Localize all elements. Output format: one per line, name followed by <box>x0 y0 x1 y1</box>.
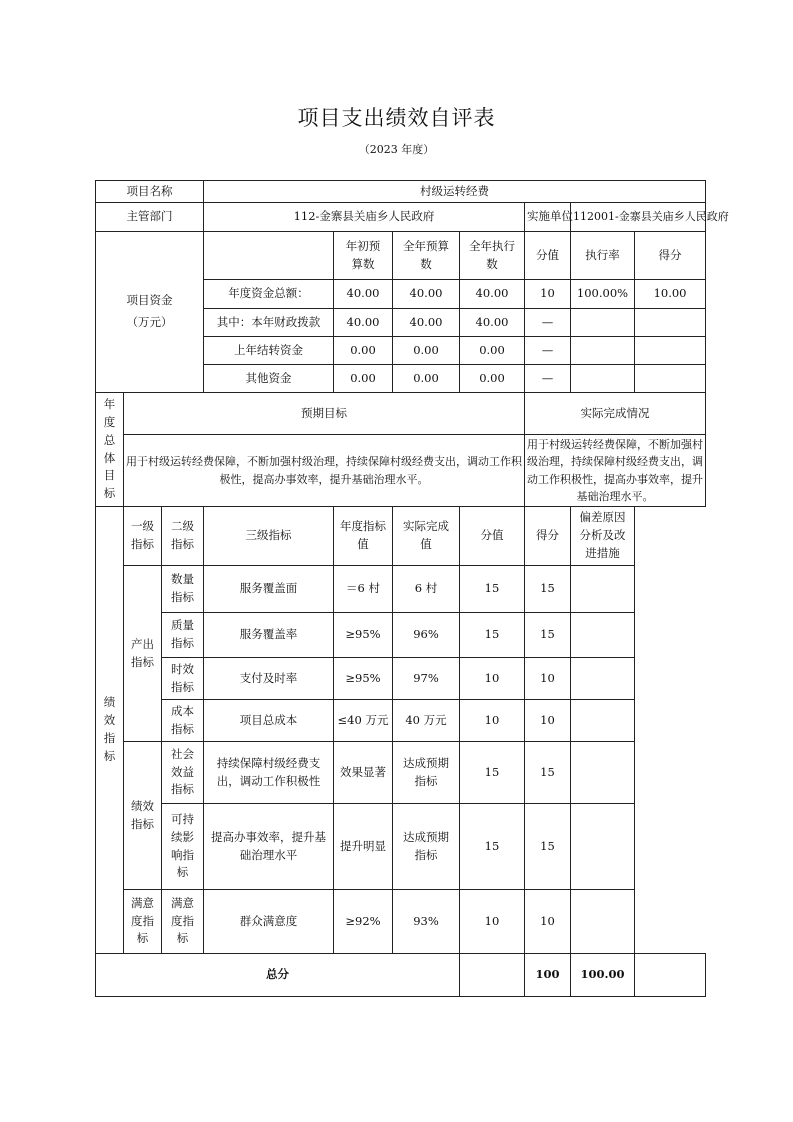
header-actual: 实际完成 值 <box>393 507 460 566</box>
header-deviation: 偏差原因 分析及改 进措施 <box>571 507 635 566</box>
total-value <box>460 954 525 997</box>
header-level1: 一级 指标 <box>124 507 162 566</box>
indicators-label <box>96 507 124 954</box>
indicator-level3: 提高办事效率，提升基础治理水平 <box>204 804 334 890</box>
funds-header-row <box>96 232 706 280</box>
indicator-row <box>96 613 706 658</box>
indicator-target: 效果显著 <box>334 742 393 804</box>
indicator-deviation <box>571 742 635 804</box>
funds-row-score: 10.00 <box>635 280 706 309</box>
indicator-score-value: 15 <box>460 566 525 613</box>
indicator-score-value: 15 <box>460 804 525 890</box>
goals-header-row <box>96 393 706 435</box>
indicator-header-row <box>96 507 706 566</box>
indicator-row <box>96 804 706 890</box>
funds-row-label: 其中：本年财政拨款 <box>204 309 334 337</box>
indicator-score: 15 <box>525 613 571 658</box>
indicator-level2: 成本 指标 <box>162 700 204 742</box>
funds-header-initial: 年初预 算数 <box>334 232 393 280</box>
indicator-actual: 达成预期 指标 <box>393 804 460 890</box>
indicator-actual: 达成预期 指标 <box>393 742 460 804</box>
funds-header-annual: 全年预算 数 <box>393 232 460 280</box>
indicator-score-value: 10 <box>460 658 525 700</box>
indicator-actual: 96% <box>393 613 460 658</box>
project-name-value: 村级运转经费 <box>204 181 706 203</box>
header-score-value: 分值 <box>460 507 525 566</box>
total-score-value: 100 <box>525 954 571 997</box>
project-name-label: 项目名称 <box>96 181 204 203</box>
project-name-row <box>96 181 706 203</box>
unit-value: 112001-金寨县关庙乡人民政府 <box>571 203 706 232</box>
funds-row-executed: 40.00 <box>460 309 525 337</box>
funds-row-label: 上年结转资金 <box>204 337 334 365</box>
indicator-level3: 服务覆盖面 <box>204 566 334 613</box>
indicator-level2: 可持 续影 响指 标 <box>162 804 204 890</box>
page-title: 项目支出绩效自评表 <box>297 106 496 130</box>
indicator-score: 10 <box>525 890 571 954</box>
total-label: 总分 <box>96 954 460 997</box>
funds-row-label: 年度资金总额： <box>204 280 334 309</box>
indicator-score: 15 <box>525 804 571 890</box>
indicator-actual: 93% <box>393 890 460 954</box>
dept-label: 主管部门 <box>96 203 204 232</box>
funds-row-label: 其他资金 <box>204 365 334 393</box>
indicator-score: 15 <box>525 566 571 613</box>
group-effect <box>124 742 162 890</box>
funds-row-rate <box>571 365 635 393</box>
indicator-score-value: 10 <box>460 700 525 742</box>
funds-header-rate: 执行率 <box>571 232 635 280</box>
funds-row-executed: 40.00 <box>460 280 525 309</box>
total-row <box>96 954 706 997</box>
header-target: 年度指标 值 <box>334 507 393 566</box>
goals-expected-text: 用于村级运转经费保障，不断加强村级治理，持续保障村级经费支出，调动工作积极性，提高办事效率，提升基础治理水平。 <box>124 435 525 507</box>
funds-row-score-value: 10 <box>525 280 571 309</box>
dept-value: 112-金寨县关庙乡人民政府 <box>204 203 525 232</box>
funds-row-initial: 0.00 <box>334 365 393 393</box>
indicator-target: ≥95% <box>334 613 393 658</box>
funds-row-score-value: — <box>525 309 571 337</box>
header-score: 得分 <box>525 507 571 566</box>
header-level2: 二级 指标 <box>162 507 204 566</box>
indicator-row <box>96 658 706 700</box>
indicator-score-value: 10 <box>460 890 525 954</box>
funds-row-annual: 0.00 <box>393 365 460 393</box>
indicator-target: ≤40 万元 <box>334 700 393 742</box>
goals-expected-header: 预期目标 <box>124 393 525 435</box>
funds-row-initial: 40.00 <box>334 280 393 309</box>
funds-header-blank <box>204 232 334 280</box>
indicator-actual: 40 万元 <box>393 700 460 742</box>
funds-row-score-value: — <box>525 365 571 393</box>
group-output-text: 产出 指标 <box>131 636 154 669</box>
indicator-level2: 社会 效益 指标 <box>162 742 204 804</box>
funds-row-initial: 0.00 <box>334 337 393 365</box>
indicator-level2: 质量 指标 <box>162 613 204 658</box>
indicator-actual: 6 村 <box>393 566 460 613</box>
evaluation-table <box>95 180 729 997</box>
indicator-score: 10 <box>525 658 571 700</box>
indicator-row <box>96 700 706 742</box>
indicator-target: 提升明显 <box>334 804 393 890</box>
group-output <box>124 566 162 742</box>
funds-row-executed: 0.00 <box>460 365 525 393</box>
indicator-deviation <box>571 804 635 890</box>
indicator-score-value: 15 <box>460 613 525 658</box>
indicator-score: 10 <box>525 700 571 742</box>
indicator-level2: 时效 指标 <box>162 658 204 700</box>
goals-text-row <box>96 435 706 507</box>
indicator-target: ＝6 村 <box>334 566 393 613</box>
funds-header-score: 得分 <box>635 232 706 280</box>
indicator-score: 15 <box>525 742 571 804</box>
funds-row-rate <box>571 309 635 337</box>
indicator-row <box>96 566 706 613</box>
funds-row-score <box>635 337 706 365</box>
funds-row-annual: 40.00 <box>393 309 460 337</box>
indicator-level3: 持续保障村级经费支出，调动工作积极性 <box>204 742 334 804</box>
indicator-level2: 数量 指标 <box>162 566 204 613</box>
funds-row-rate: 100.00% <box>571 280 635 309</box>
total-deviation <box>635 954 706 997</box>
funds-label-text: 项目资金 （万元） <box>126 293 173 329</box>
goals-label-text: 年 度 总 体 目 标 <box>103 397 116 501</box>
indicator-row <box>96 890 706 954</box>
funds-row-score <box>635 365 706 393</box>
indicators-label-text: 绩 效 指 标 <box>103 695 116 763</box>
funds-row-annual: 0.00 <box>393 337 460 365</box>
indicator-score-value: 15 <box>460 742 525 804</box>
funds-row-annual: 40.00 <box>393 280 460 309</box>
indicator-level2: 满意 度指 标 <box>162 890 204 954</box>
indicator-deviation <box>571 613 635 658</box>
funds-row-score <box>635 309 706 337</box>
unit-label: 实施单位 <box>525 203 571 232</box>
indicator-row <box>96 742 706 804</box>
indicator-level3: 支付及时率 <box>204 658 334 700</box>
indicator-level3: 群众满意度 <box>204 890 334 954</box>
funds-header-score-value: 分值 <box>525 232 571 280</box>
indicator-deviation <box>571 566 635 613</box>
goals-actual-header: 实际完成情况 <box>525 393 706 435</box>
funds-label <box>96 232 204 393</box>
header-level3: 三级指标 <box>204 507 334 566</box>
indicator-actual: 97% <box>393 658 460 700</box>
indicator-level3: 项目总成本 <box>204 700 334 742</box>
page-subtitle: （2023 年度） <box>358 143 435 156</box>
indicator-target: ≥95% <box>334 658 393 700</box>
indicator-level3: 服务覆盖率 <box>204 613 334 658</box>
group-satisfaction <box>124 890 162 954</box>
goals-actual-text: 用于村级运转经费保障，不断加强村级治理，持续保障村级经费支出，调动工作积极性，提高办事效率，提升基础治理水平。 <box>525 435 706 507</box>
funds-row-initial: 40.00 <box>334 309 393 337</box>
indicator-deviation <box>571 658 635 700</box>
group-effect-text: 绩效 指标 <box>131 798 154 831</box>
indicator-deviation <box>571 890 635 954</box>
funds-row-executed: 0.00 <box>460 337 525 365</box>
indicator-deviation <box>571 700 635 742</box>
goals-label <box>96 393 124 507</box>
funds-row-score-value: — <box>525 337 571 365</box>
indicator-target: ≥92% <box>334 890 393 954</box>
dept-row <box>96 203 706 232</box>
group-satisfaction-text: 满意 度指 标 <box>131 895 154 946</box>
funds-row-rate <box>571 337 635 365</box>
funds-header-executed: 全年执行 数 <box>460 232 525 280</box>
total-score: 100.00 <box>571 954 635 997</box>
